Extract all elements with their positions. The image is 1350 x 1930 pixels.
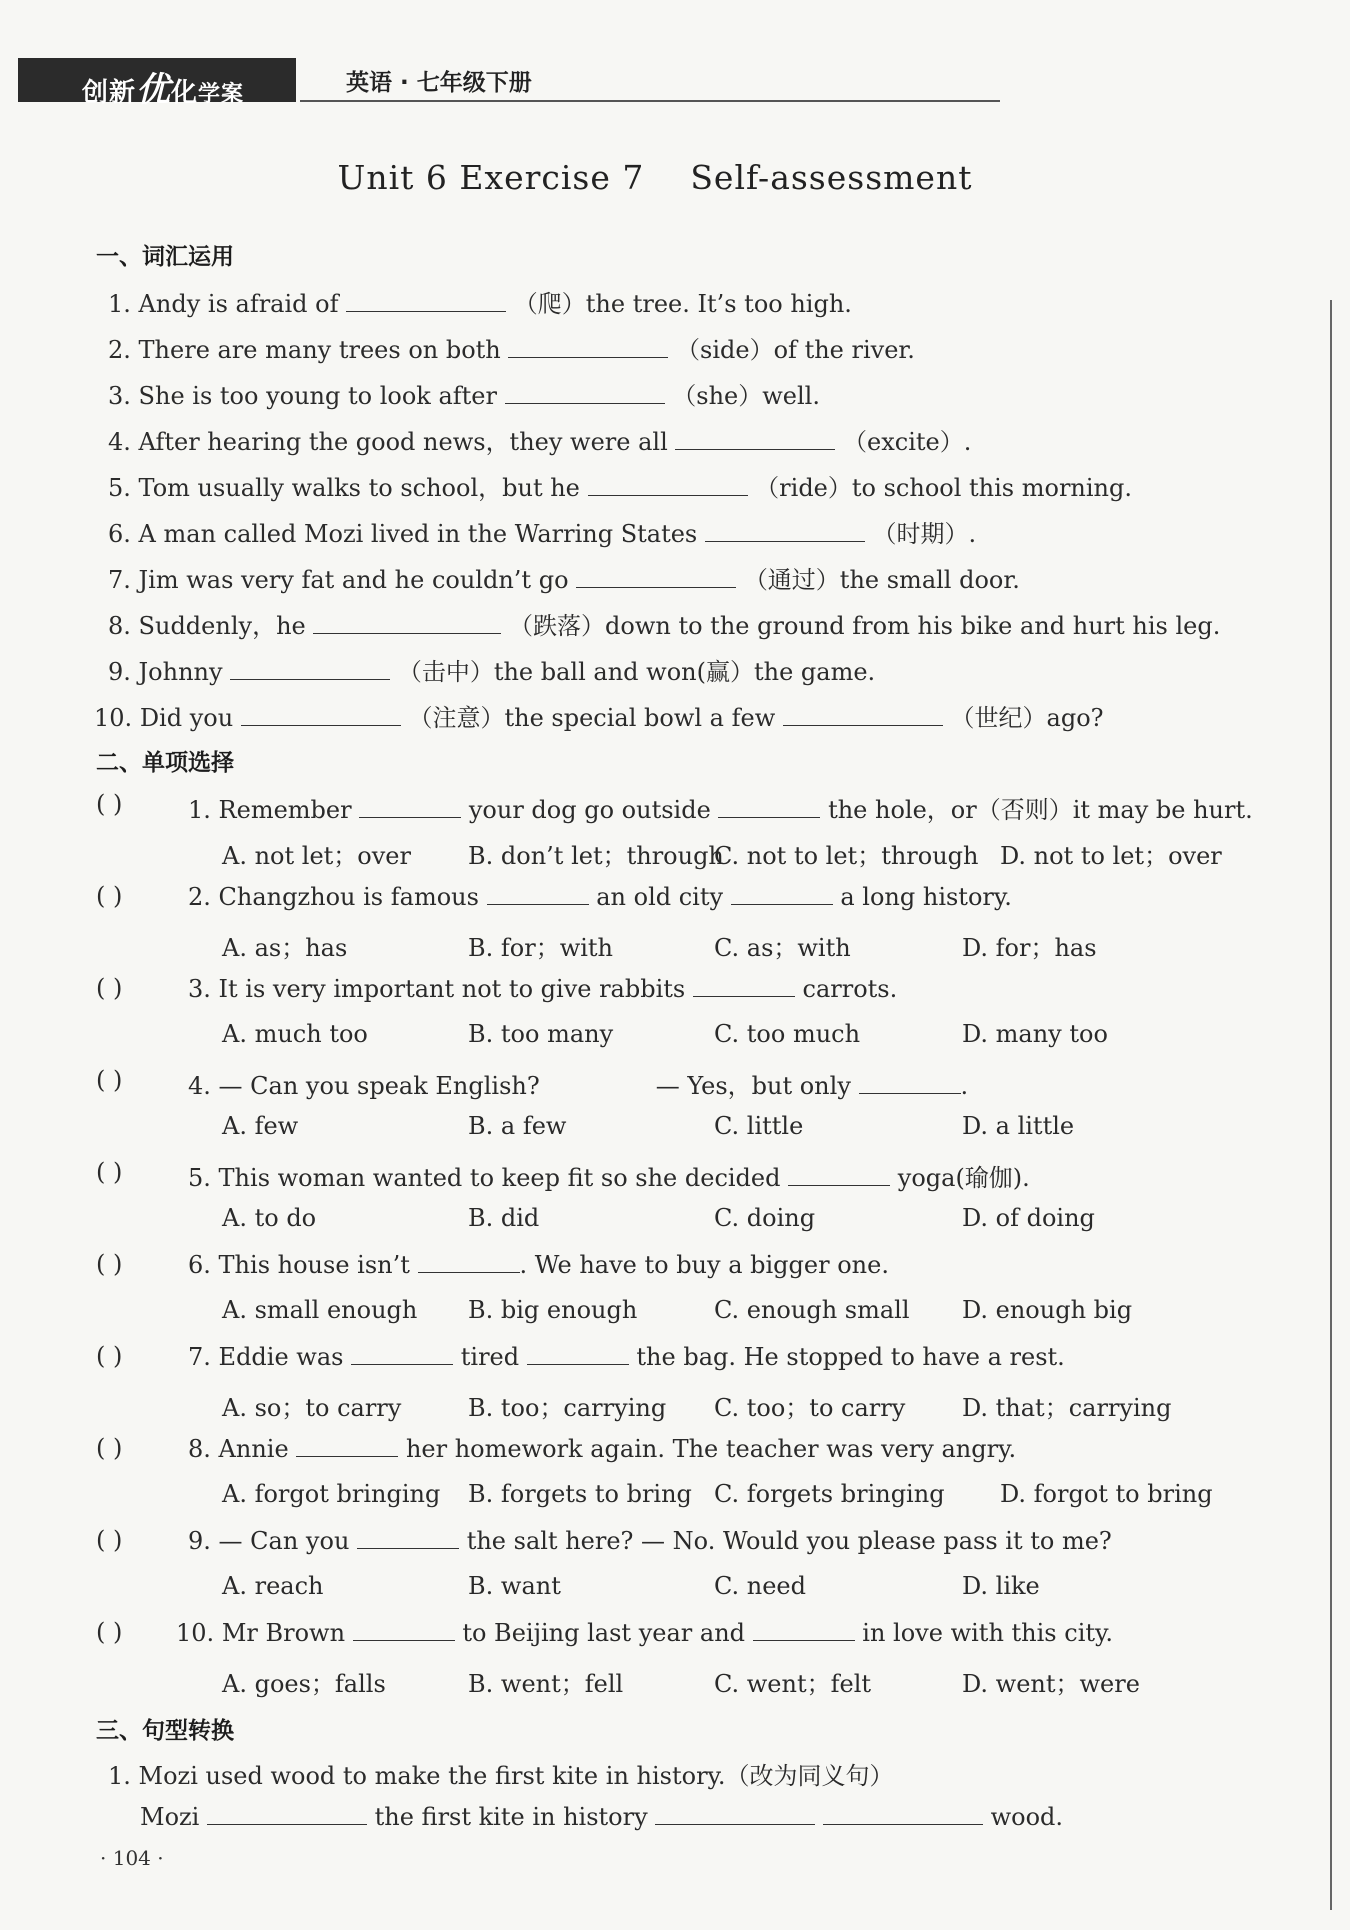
option-c: C. went；felt	[714, 1670, 872, 1698]
answer-blank[interactable]	[505, 381, 665, 404]
vocab-item-1: 1. Andy is afraid of （爬）the tree. It’s too high.	[108, 290, 852, 318]
answer-blank[interactable]	[675, 427, 835, 450]
answer-blank[interactable]	[313, 611, 501, 634]
mc-question-5: 5. This woman wanted to keep fit so she decided yoga(瑜伽).	[188, 1164, 1030, 1192]
subject-label: 英语 · 七年级下册	[346, 70, 532, 96]
mc-question-9: 9. — Can you the salt here? — No. Would you please pass it to me?	[188, 1527, 1112, 1555]
answer-blank[interactable]	[346, 289, 506, 312]
answer-blank	[357, 1526, 459, 1549]
rewrite-question-1: 1. Mozi used wood to make the first kite in history.（改为同义句）	[108, 1762, 894, 1790]
answer-blank[interactable]	[823, 1802, 983, 1825]
answer-blank[interactable]	[655, 1802, 815, 1825]
option-c: C. too much	[714, 1020, 861, 1048]
answer-paren[interactable]: ( )	[96, 882, 123, 910]
brand-text-c: 化	[171, 78, 199, 108]
answer-paren[interactable]: ( )	[96, 1526, 123, 1554]
option-c: C. need	[714, 1572, 806, 1600]
option-b: B. want	[468, 1572, 561, 1600]
option-d: D. went；were	[962, 1670, 1140, 1698]
answer-blank	[527, 1342, 629, 1365]
option-a: A. as；has	[222, 934, 348, 962]
answer-blank[interactable]	[230, 657, 390, 680]
section1-heading: 一、词汇运用	[96, 244, 234, 270]
vocab-item-3: 3. She is too young to look after （she）well.	[108, 382, 820, 410]
option-d: D. of doing	[962, 1204, 1095, 1232]
option-b: B. don’t let；through	[468, 842, 724, 870]
option-c: C. doing	[714, 1204, 816, 1232]
answer-blank	[487, 882, 589, 905]
option-d: D. like	[962, 1572, 1040, 1600]
mc-question-10: 10. Mr Brown to Beijing last year and in love with this city.	[176, 1619, 1114, 1647]
option-c: C. not to let；through	[714, 842, 979, 870]
answer-blank	[859, 1071, 961, 1094]
brand-logo	[82, 62, 244, 111]
brand-text-a: 创新	[82, 78, 137, 108]
answer-blank	[731, 882, 833, 905]
page-title: Unit 6 Exercise 7 Self-assessment	[337, 158, 973, 197]
option-d: D. not to let；over	[1000, 842, 1222, 870]
option-b: B. for；with	[468, 934, 614, 962]
answer-blank[interactable]	[508, 335, 668, 358]
option-b: B. went；fell	[468, 1670, 624, 1698]
answer-paren[interactable]: ( )	[96, 1618, 123, 1646]
vocab-item-2: 2. There are many trees on both （side）of the river.	[108, 336, 915, 364]
option-a: A. forgot bringing	[222, 1480, 441, 1508]
answer-blank[interactable]	[783, 703, 943, 726]
mc-question-6: 6. This house isn’t . We have to buy a bigger one.	[188, 1251, 889, 1279]
option-a: A. to do	[222, 1204, 317, 1232]
answer-paren[interactable]: ( )	[96, 1250, 123, 1278]
option-d: D. enough big	[962, 1296, 1133, 1324]
section2-heading: 二、单项选择	[96, 750, 234, 776]
option-a: A. small enough	[222, 1296, 418, 1324]
answer-blank[interactable]	[588, 473, 748, 496]
page-number: · 104 ·	[100, 1846, 164, 1870]
option-b: B. forgets to bring	[468, 1480, 692, 1508]
option-b: B. too many	[468, 1020, 614, 1048]
answer-blank[interactable]	[576, 565, 736, 588]
answer-blank[interactable]	[207, 1802, 367, 1825]
vocab-item-10: 10. Did you （注意）the special bowl a few （世纪）ago?	[94, 704, 1104, 732]
answer-blank	[788, 1163, 890, 1186]
answer-paren[interactable]: ( )	[96, 1342, 123, 1370]
option-a: A. goes；falls	[222, 1670, 386, 1698]
option-a: A. so；to carry	[222, 1394, 402, 1422]
answer-paren[interactable]: ( )	[96, 790, 123, 818]
header-divider	[300, 100, 1000, 102]
option-d: D. many too	[962, 1020, 1108, 1048]
option-d: D. for；has	[962, 934, 1097, 962]
answer-blank[interactable]	[241, 703, 401, 726]
option-b: B. did	[468, 1204, 540, 1232]
answer-blank	[718, 795, 820, 818]
mc-question-7: 7. Eddie was tired the bag. He stopped to have a rest.	[188, 1343, 1065, 1371]
answer-blank[interactable]	[705, 519, 865, 542]
option-d: D. a little	[962, 1112, 1075, 1140]
right-margin-rule	[1330, 300, 1332, 1910]
brand-text-b: 优	[136, 70, 172, 110]
section3-heading: 三、句型转换	[96, 1718, 234, 1744]
option-a: A. reach	[222, 1572, 324, 1600]
option-c: C. enough small	[714, 1296, 910, 1324]
answer-blank	[753, 1618, 855, 1641]
option-c: C. too；to carry	[714, 1394, 906, 1422]
option-c: C. little	[714, 1112, 804, 1140]
mc-question-4: 4. — Can you speak English? — Yes，but only .	[188, 1072, 969, 1100]
rewrite-answer-line-1: Mozi the first kite in history wood.	[140, 1803, 1064, 1831]
mc-question-1: 1. Remember your dog go outside the hole，or（否则）it may be hurt.	[188, 796, 1253, 824]
option-b: B. big enough	[468, 1296, 638, 1324]
mc-question-2: 2. Changzhou is famous an old city a long history.	[188, 883, 1012, 911]
answer-blank	[351, 1342, 453, 1365]
option-b: B. a few	[468, 1112, 567, 1140]
answer-paren[interactable]: ( )	[96, 1158, 123, 1186]
vocab-item-4: 4. After hearing the good news，they were all （excite）.	[108, 428, 972, 456]
option-c: C. as；with	[714, 934, 851, 962]
answer-blank	[296, 1434, 398, 1457]
answer-blank	[693, 974, 795, 997]
answer-blank	[353, 1618, 455, 1641]
option-d: D. that；carrying	[962, 1394, 1172, 1422]
vocab-item-9: 9. Johnny （击中）the ball and won(赢）the game.	[108, 658, 876, 686]
answer-paren[interactable]: ( )	[96, 1434, 123, 1462]
answer-paren[interactable]: ( )	[96, 1066, 123, 1094]
option-b: B. too；carrying	[468, 1394, 667, 1422]
option-a: A. not let；over	[222, 842, 411, 870]
vocab-item-6: 6. A man called Mozi lived in the Warring States （时期）.	[108, 520, 977, 548]
vocab-item-5: 5. Tom usually walks to school，but he （ride）to school this morning.	[108, 474, 1133, 502]
vocab-item-8: 8. Suddenly，he （跌落）down to the ground from his bike and hurt his leg.	[108, 612, 1221, 640]
mc-question-3: 3. It is very important not to give rabbits carrots.	[188, 975, 898, 1003]
option-a: A. much too	[222, 1020, 368, 1048]
option-c: C. forgets bringing	[714, 1480, 945, 1508]
vocab-item-7: 7. Jim was very fat and he couldn’t go （通过）the small door.	[108, 566, 1020, 594]
answer-blank	[418, 1250, 520, 1273]
answer-blank	[359, 795, 461, 818]
brand-text-d: 学案	[198, 82, 245, 107]
answer-paren[interactable]: ( )	[96, 974, 123, 1002]
option-d: D. forgot to bring	[1000, 1480, 1213, 1508]
mc-question-8: 8. Annie her homework again. The teacher was very angry.	[188, 1435, 1017, 1463]
option-a: A. few	[222, 1112, 299, 1140]
